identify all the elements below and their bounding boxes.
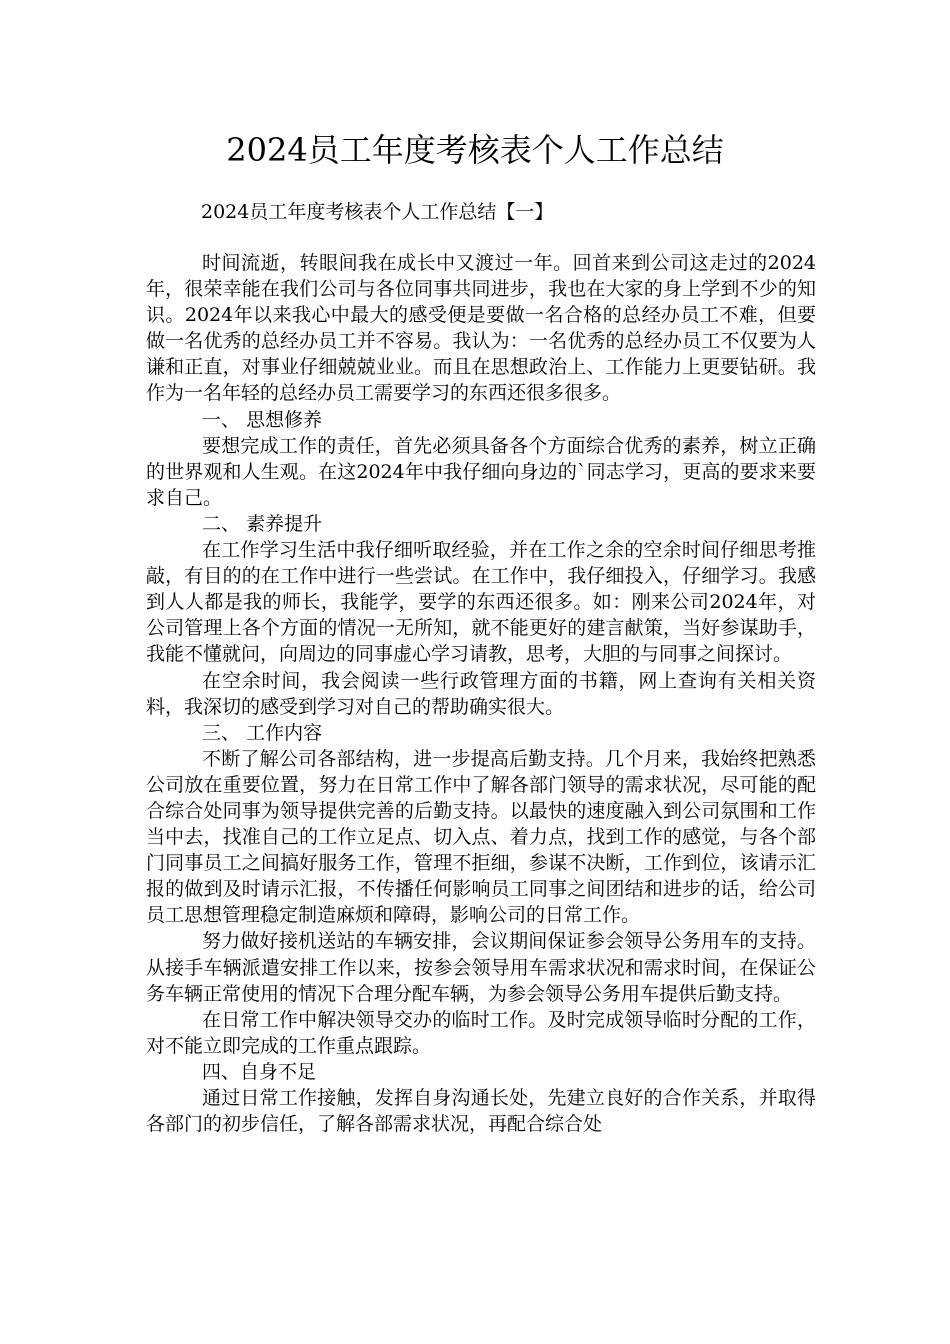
document-title: 2024员工年度考核表个人工作总结 [226,131,724,169]
section-heading-3: 三、 工作内容 [202,721,323,744]
paragraph-section-2a: 在工作学习生活中我仔细听取经验，并在工作之余的空余时间仔细思考推敲，有目的的在工作中进行一些尝试。在工作中，我仔细投入，仔细学习。我感到人人都是我的师长，我能学，要学的东西还很多。如：刚来公司2024年，对公司管理上各个方面的情况一无所知，就不能更好的建言献策，当好参谋助手，我能不懂就问，向周边的同事虚心学习请教，思考，大胆的与同事之间探讨。 [146,539,816,666]
paragraph-section-3c: 在日常工作中解决领导交办的临时工作。及时完成领导临时分配的工作，对不能立即完成的工作重点跟踪。 [146,1008,816,1057]
document-subtitle: 2024员工年度考核表个人工作总结【一】 [201,201,554,223]
section-heading-4: 四、自身不足 [202,1060,317,1083]
paragraph-intro: 时间流逝，转眼间我在成长中又渡过一年。回首来到公司这走过的2024年，很荣幸能在我们公司与各位同事共同进步，我也在大家的身上学到不少的知识。2024年以来我心中最大的感受便是要做一名合格的总经办员工不难，但要做一名优秀的总经办员工并不容易。我认为：一名优秀的总经办员工不仅要为人谦和正直，对事业仔细兢兢业业。而且在思想政治上、工作能力上更要钻研。我作为一名年轻的总经办员工需要学习的东西还很多很多。 [146,252,816,405]
section-heading-1: 一、 思想修养 [202,408,323,431]
paragraph-section-1: 要想完成工作的责任，首先必须具备各个方面综合优秀的素养，树立正确的世界观和人生观。在这2024年中我仔细向身边的`同志学习，更高的要求来要求自己。 [146,434,816,509]
paragraph-section-3b: 努力做好接机送站的车辆安排，会议期间保证参会领导公务用车的支持。从接手车辆派遣安排工作以来，按参会领导用车需求状况和需求时间，在保证公务车辆正常使用的情况下合理分配车辆，为参会领导公务用车提供后勤支持。 [146,930,816,1005]
paragraph-section-3a: 不断了解公司各部结构，进一步提高后勤支持。几个月来，我始终把熟悉公司放在重要位置，努力在日常工作中了解各部门领导的需求状况，尽可能的配合综合处同事为领导提供完善的后勤支持。以最快的速度融入到公司氛围和工作当中去，找准自己的工作立足点、切入点、着力点，找到工作的感觉，与各个部门同事员工之间搞好服务工作，管理不拒细，参谋不决断，工作到位，该请示汇报的做到及时请示汇报，不传播任何影响员工同事之间团结和进步的话，给公司员工思想管理稳定制造麻烦和障碍，影响公司的日常工作。 [146,747,816,927]
paragraph-section-4: 通过日常工作接触，发挥自身沟通长处，先建立良好的合作关系，并取得各部门的初步信任，了解各部需求状况，再配合综合处 [146,1087,816,1136]
section-heading-2: 二、 素养提升 [202,512,323,535]
paragraph-section-2b: 在空余时间，我会阅读一些行政管理方面的书籍，网上查询有关相关资料，我深切的感受到学习对自己的帮助确实很大。 [146,669,816,718]
document-body [146,250,816,1137]
